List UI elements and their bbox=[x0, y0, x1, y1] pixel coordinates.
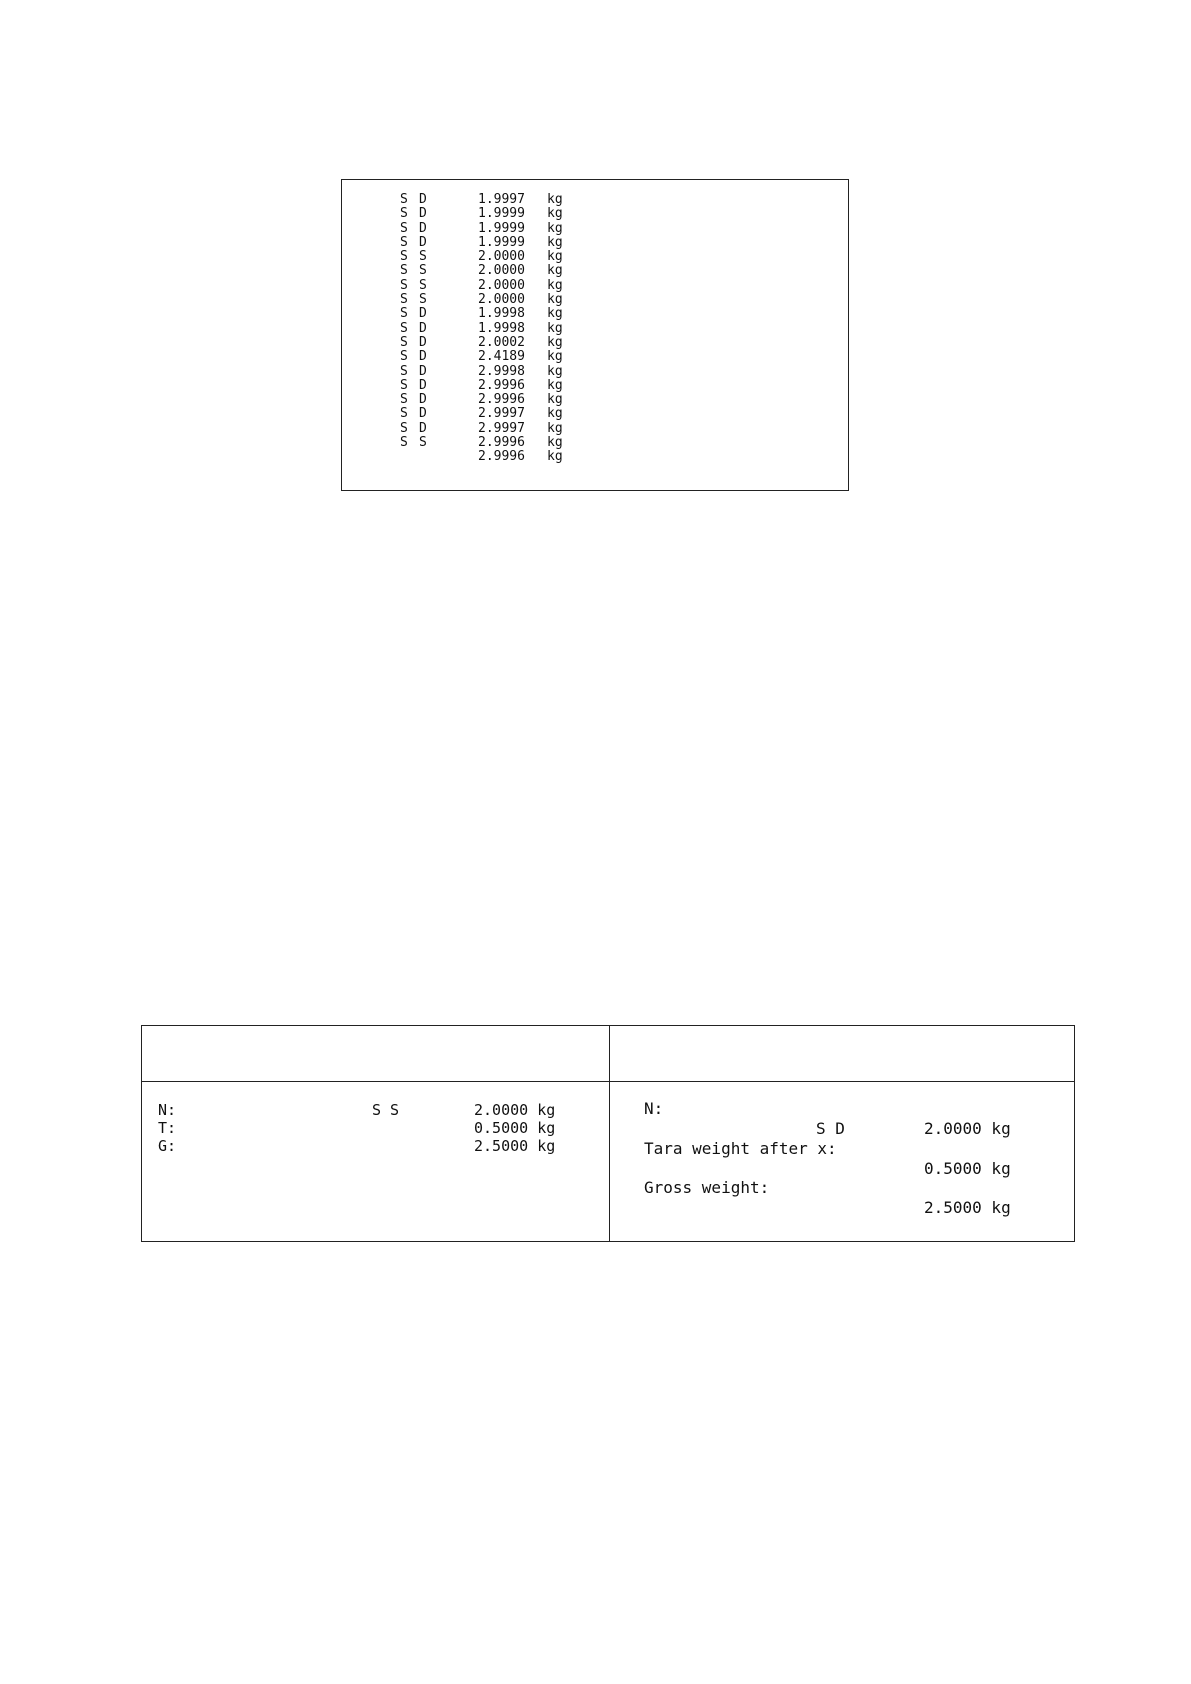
left-tare-label: T: bbox=[158, 1119, 177, 1137]
weight-unit: kg bbox=[547, 449, 563, 465]
column-divider bbox=[609, 1026, 610, 1241]
weight-unit: kg bbox=[547, 263, 563, 279]
status-flag: D bbox=[419, 363, 427, 379]
stability-flag: S bbox=[400, 192, 408, 207]
status-flag: D bbox=[419, 377, 427, 393]
status-flag: D bbox=[419, 220, 427, 236]
weight-value: 2.9997 bbox=[478, 420, 525, 436]
status-flag: D bbox=[419, 392, 427, 408]
left-tare-value: 0.5000 kg bbox=[474, 1119, 556, 1137]
weight-unit: kg bbox=[547, 320, 563, 336]
weight-value: 1.9998 bbox=[478, 320, 525, 336]
right-gross-value: 2.5000 kg bbox=[924, 1198, 1011, 1217]
left-gross-label: G: bbox=[158, 1137, 177, 1155]
weight-unit: kg bbox=[547, 349, 563, 365]
stability-flag: S bbox=[400, 435, 408, 451]
left-net-label: N: bbox=[158, 1101, 177, 1119]
left-gross-value: 2.5000 kg bbox=[474, 1137, 556, 1155]
stability-flag: S bbox=[400, 406, 408, 422]
weight-value: 1.9999 bbox=[478, 206, 525, 222]
status-flag: S bbox=[419, 249, 427, 265]
weight-value: 2.9998 bbox=[478, 363, 525, 379]
status-flag: S bbox=[419, 435, 427, 451]
right-tare-value: 0.5000 kg bbox=[924, 1159, 1011, 1178]
right-net-value: 2.0000 kg bbox=[924, 1119, 1011, 1138]
weight-value: 2.9996 bbox=[478, 435, 525, 451]
weight-unit: kg bbox=[547, 220, 563, 236]
status-flag: D bbox=[419, 406, 427, 422]
right-tare-label: Tara weight after x: bbox=[644, 1139, 837, 1158]
stability-flag: S bbox=[400, 263, 408, 279]
printout-box bbox=[341, 179, 849, 491]
status-flag: S bbox=[419, 277, 427, 293]
stability-flag: S bbox=[400, 234, 408, 250]
weight-unit: kg bbox=[547, 292, 563, 308]
status-flag: S bbox=[419, 263, 427, 279]
weight-unit: kg bbox=[547, 377, 563, 393]
weight-unit: kg bbox=[547, 406, 563, 422]
right-net-label: N: bbox=[644, 1099, 664, 1118]
weight-value: 2.0000 bbox=[478, 249, 525, 265]
stability-flag: S bbox=[400, 363, 408, 379]
weight-unit: kg bbox=[547, 435, 563, 451]
stability-flag: S bbox=[400, 292, 408, 308]
weight-value: 2.9996 bbox=[478, 377, 525, 393]
weight-unit: kg bbox=[547, 363, 563, 379]
weight-value: 1.9999 bbox=[478, 220, 525, 236]
status-flag: D bbox=[419, 192, 427, 207]
weight-value: 1.9998 bbox=[478, 306, 525, 322]
status-flag: D bbox=[419, 320, 427, 336]
weight-unit: kg bbox=[547, 249, 563, 265]
weight-value: 2.4189 bbox=[478, 349, 525, 365]
weight-value: 2.9996 bbox=[478, 392, 525, 408]
weight-unit: kg bbox=[547, 192, 563, 207]
weight-unit: kg bbox=[547, 306, 563, 322]
status-flag: S bbox=[419, 292, 427, 308]
stability-flag: S bbox=[400, 306, 408, 322]
status-flag: D bbox=[419, 306, 427, 322]
weight-value: 2.0000 bbox=[478, 263, 525, 279]
status-flag: D bbox=[419, 420, 427, 436]
weight-unit: kg bbox=[547, 420, 563, 436]
status-flag: D bbox=[419, 349, 427, 365]
stability-flag: S bbox=[400, 249, 408, 265]
status-flag: D bbox=[419, 334, 427, 350]
stability-flag: S bbox=[400, 206, 408, 222]
status-flag: D bbox=[419, 234, 427, 250]
stability-flag: S bbox=[400, 392, 408, 408]
status-flag: D bbox=[419, 206, 427, 222]
right-gross-label: Gross weight: bbox=[644, 1178, 770, 1197]
weight-value: 2.9997 bbox=[478, 406, 525, 422]
left-net-value: 2.0000 kg bbox=[474, 1101, 556, 1119]
stability-flag: S bbox=[400, 420, 408, 436]
stability-flag: S bbox=[400, 220, 408, 236]
comparison-header-row bbox=[142, 1026, 1074, 1082]
left-net-flags: S S bbox=[372, 1101, 400, 1119]
stability-flag: S bbox=[400, 320, 408, 336]
weight-unit: kg bbox=[547, 277, 563, 293]
weight-value: 2.0000 bbox=[478, 292, 525, 308]
weight-value: 1.9997 bbox=[478, 192, 525, 207]
weight-unit: kg bbox=[547, 234, 563, 250]
weight-unit: kg bbox=[547, 392, 563, 408]
stability-flag: S bbox=[400, 334, 408, 350]
weight-unit: kg bbox=[547, 334, 563, 350]
stability-flag: S bbox=[400, 377, 408, 393]
weight-value: 2.9996 bbox=[478, 449, 525, 465]
weight-value: 2.0002 bbox=[478, 334, 525, 350]
weight-value: 2.0000 bbox=[478, 277, 525, 293]
comparison-table bbox=[141, 1025, 1075, 1242]
weight-unit: kg bbox=[547, 206, 563, 222]
stability-flag: S bbox=[400, 349, 408, 365]
stability-flag: S bbox=[400, 277, 408, 293]
weight-value: 1.9999 bbox=[478, 234, 525, 250]
right-net-flags: S D bbox=[816, 1119, 845, 1138]
